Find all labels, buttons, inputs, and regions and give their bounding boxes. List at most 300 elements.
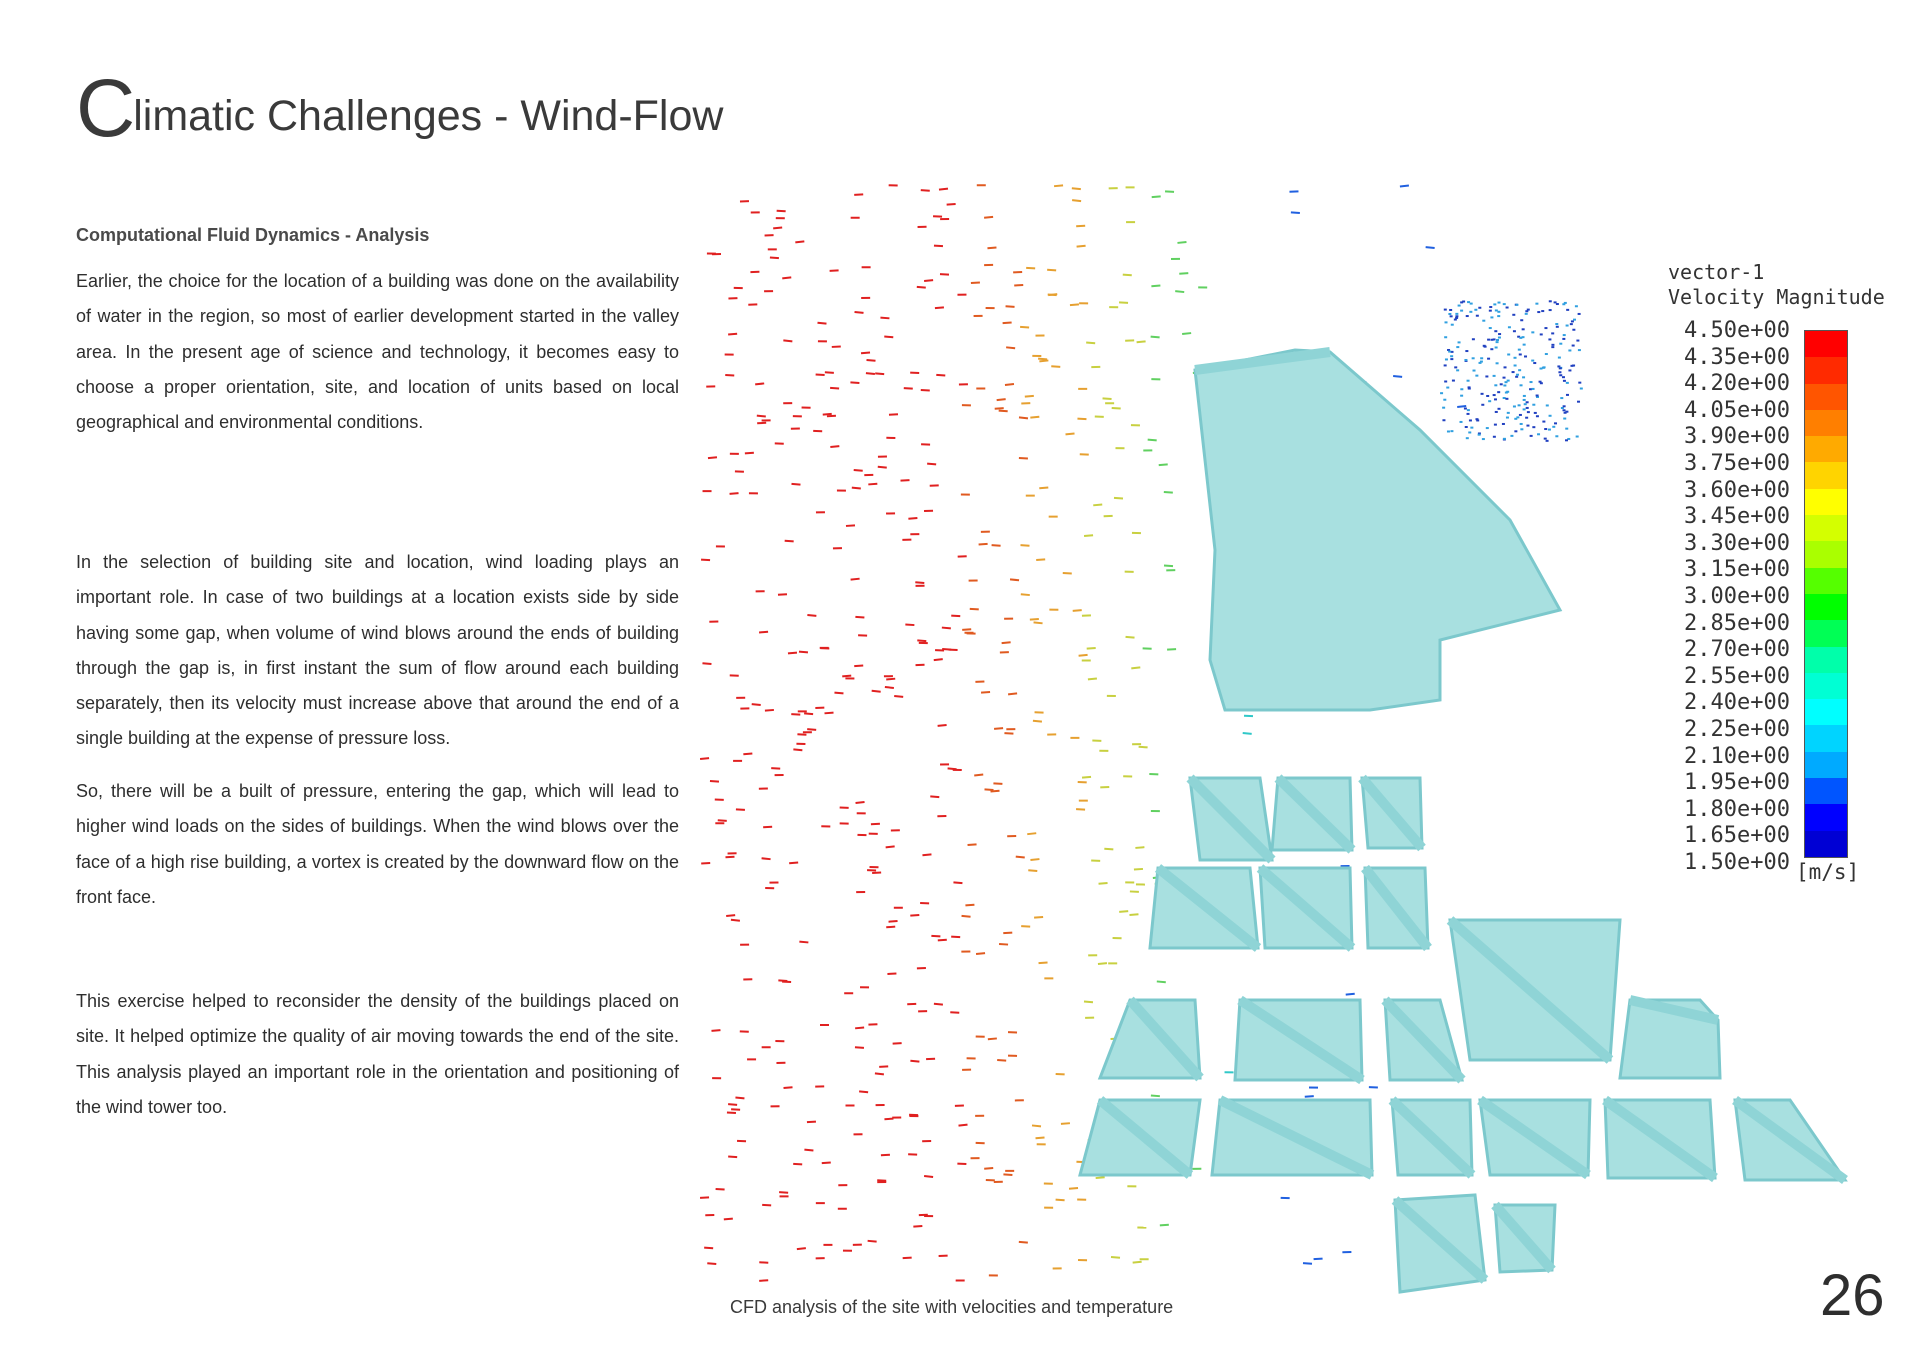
- velocity-vector: [777, 211, 786, 212]
- velocity-vector: [707, 1263, 716, 1264]
- velocity-vector: [793, 1164, 802, 1165]
- velocity-vector: [854, 194, 863, 195]
- velocity-vector: [1021, 594, 1030, 595]
- velocity-vector: [1458, 341, 1461, 343]
- velocity-vector: [1565, 439, 1568, 441]
- velocity-vector: [886, 679, 895, 680]
- velocity-vector: [1482, 320, 1485, 322]
- velocity-vector: [1493, 436, 1496, 438]
- velocity-vector: [1070, 304, 1079, 305]
- legend-color-segment: [1805, 568, 1847, 594]
- velocity-vector: [1442, 407, 1445, 409]
- velocity-vector: [1487, 358, 1490, 360]
- velocity-vector: [1495, 309, 1498, 311]
- legend-value-label: 1.50e+00: [1684, 849, 1790, 875]
- velocity-vector: [1047, 270, 1056, 271]
- velocity-vector: [804, 1150, 813, 1151]
- legend-color-segment: [1805, 357, 1847, 383]
- velocity-vector: [1566, 309, 1569, 311]
- velocity-vector: [1443, 399, 1446, 401]
- velocity-vector: [854, 470, 863, 471]
- velocity-vector: [1495, 411, 1498, 413]
- velocity-vector: [1506, 417, 1509, 419]
- velocity-vector: [934, 659, 943, 660]
- velocity-vector: [1576, 340, 1579, 342]
- velocity-vector: [1048, 294, 1057, 295]
- legend-color-segment: [1805, 410, 1847, 436]
- velocity-vector: [884, 1119, 893, 1120]
- velocity-vector: [970, 609, 979, 610]
- velocity-vector: [1467, 409, 1470, 411]
- velocity-vector: [1513, 405, 1516, 407]
- velocity-vector: [1006, 306, 1015, 307]
- velocity-vector: [779, 1192, 788, 1193]
- velocity-vector: [917, 287, 926, 288]
- velocity-vector: [1004, 733, 1013, 734]
- velocity-vector: [875, 373, 884, 374]
- velocity-vector: [855, 617, 864, 618]
- velocity-vector: [745, 453, 754, 454]
- velocity-vector: [1525, 417, 1528, 419]
- velocity-vector: [1533, 362, 1536, 364]
- legend-value-label: 2.10e+00: [1684, 743, 1790, 769]
- velocity-vector: [1450, 315, 1453, 317]
- velocity-vector: [1523, 408, 1526, 410]
- velocity-vector: [962, 916, 971, 917]
- velocity-vector: [851, 579, 860, 580]
- velocity-vector: [1518, 404, 1521, 406]
- velocity-vector: [1510, 435, 1513, 437]
- velocity-vector: [1467, 380, 1470, 382]
- velocity-vector: [1551, 346, 1554, 348]
- legend-color-segment: [1805, 515, 1847, 541]
- velocity-vector: [724, 1219, 733, 1220]
- paragraph-2: In the selection of building site and location, wind loading plays an important role. In case of two buildings at a location exists side by side having some gap, when volume of wind blows around the ends of building through the gap is, in first instant the sum of flow around each building separately, then its velocity must increase above that around the end of a single building at the expense of pressure loss.: [76, 552, 679, 749]
- velocity-vector: [1572, 329, 1575, 331]
- velocity-vector: [855, 312, 864, 313]
- paragraph-3: So, there will be a built of pressure, entering the gap, which will lead to higher wind loads on the sides of buildings. When the wind blows over the face of a high rise building, a vortex is created by the downward flow on the front face.: [76, 781, 679, 907]
- velocity-vector: [1032, 1125, 1041, 1126]
- velocity-vector: [1573, 319, 1576, 321]
- legend-color-segment: [1805, 752, 1847, 778]
- velocity-vector: [1568, 369, 1571, 371]
- velocity-vector: [1543, 366, 1546, 368]
- building-block: [1195, 350, 1560, 710]
- velocity-vector: [1479, 362, 1482, 364]
- velocity-vector: [1549, 415, 1552, 417]
- velocity-vector: [910, 915, 919, 916]
- legend-value-label: 3.45e+00: [1684, 504, 1790, 530]
- velocity-vector: [1500, 383, 1503, 385]
- velocity-vector: [981, 692, 990, 693]
- velocity-vector: [1467, 301, 1470, 303]
- velocity-vector: [1466, 437, 1469, 439]
- legend-value-label: 2.25e+00: [1684, 716, 1790, 742]
- velocity-vector: [866, 373, 875, 374]
- velocity-vector: [1572, 345, 1575, 347]
- velocity-vector: [1562, 376, 1565, 378]
- velocity-vector: [1084, 535, 1093, 536]
- velocity-vector: [1177, 242, 1186, 243]
- velocity-vector: [701, 863, 710, 864]
- velocity-vector: [872, 691, 881, 692]
- velocity-vector: [884, 337, 893, 338]
- velocity-vector: [939, 189, 948, 190]
- velocity-vector: [1537, 311, 1540, 313]
- velocity-vector: [1544, 438, 1547, 440]
- velocity-vector: [708, 457, 717, 458]
- legend-value-label: 3.15e+00: [1684, 557, 1790, 583]
- velocity-vector: [743, 754, 752, 755]
- velocity-vector: [1530, 381, 1533, 383]
- legend-color-segment: [1805, 778, 1847, 804]
- velocity-vector: [953, 882, 962, 883]
- velocity-vector: [1446, 387, 1449, 389]
- velocity-vector: [1535, 303, 1538, 305]
- velocity-vector: [1523, 344, 1526, 346]
- velocity-vector: [1466, 315, 1469, 317]
- velocity-vector: [1514, 357, 1517, 359]
- velocity-vector: [726, 915, 735, 916]
- velocity-vector: [1444, 380, 1447, 382]
- velocity-vector: [922, 854, 931, 855]
- velocity-vector: [984, 1168, 993, 1169]
- velocity-vector: [1039, 963, 1048, 964]
- velocity-vector: [1476, 419, 1479, 421]
- velocity-vector: [762, 1205, 771, 1206]
- velocity-vector: [984, 217, 993, 218]
- velocity-vector: [711, 1030, 720, 1031]
- velocity-vector: [1536, 395, 1539, 397]
- velocity-vector: [1182, 333, 1191, 334]
- velocity-vector: [1467, 413, 1470, 415]
- velocity-vector: [728, 1156, 737, 1157]
- velocity-vector: [1484, 346, 1487, 348]
- velocity-vector: [1473, 370, 1476, 372]
- velocity-vector: [791, 484, 800, 485]
- velocity-vector: [1497, 315, 1500, 317]
- velocity-vector: [1494, 384, 1497, 386]
- velocity-vector: [1036, 559, 1045, 560]
- velocity-vector: [1546, 404, 1549, 406]
- velocity-vector: [854, 666, 863, 667]
- velocity-vector: [1444, 336, 1447, 338]
- velocity-vector: [1243, 733, 1252, 734]
- velocity-vector: [984, 789, 993, 790]
- velocity-vector: [968, 844, 977, 845]
- velocity-vector: [880, 318, 889, 319]
- velocity-vector: [1460, 421, 1463, 423]
- velocity-vector: [1551, 344, 1554, 346]
- velocity-vector: [938, 940, 947, 941]
- legend-color-segment: [1805, 331, 1847, 357]
- velocity-vector: [1034, 917, 1043, 918]
- velocity-vector: [1522, 376, 1525, 378]
- legend-value-label: 4.50e+00: [1684, 318, 1790, 343]
- velocity-vector: [1098, 963, 1107, 964]
- velocity-vector: [1346, 994, 1355, 995]
- legend-value-label: 1.95e+00: [1684, 770, 1790, 796]
- velocity-vector: [1054, 185, 1063, 186]
- velocity-vector: [1551, 332, 1554, 334]
- velocity-vector: [1555, 323, 1558, 325]
- velocity-vector: [795, 241, 804, 242]
- velocity-vector: [1486, 395, 1489, 397]
- velocity-vector: [1524, 403, 1527, 405]
- velocity-vector: [1559, 374, 1562, 376]
- velocity-vector: [894, 696, 903, 697]
- velocity-vector: [924, 1176, 933, 1177]
- paragraph-4: This exercise helped to reconsider the density of the buildings placed on site. It helped optimize the quality of air moving towards the end of the site. This analysis played an important role in the orientation and positioning of the wind tower too.: [76, 991, 679, 1117]
- velocity-vector: [1503, 385, 1506, 387]
- velocity-vector: [1472, 338, 1475, 340]
- legend-value-list: [1684, 318, 1804, 876]
- velocity-vector: [974, 775, 983, 776]
- legend-value-label: 2.70e+00: [1684, 637, 1790, 663]
- velocity-vector: [1139, 747, 1148, 748]
- velocity-vector: [1291, 212, 1300, 213]
- legend-color-segment: [1805, 489, 1847, 515]
- velocity-vector: [1005, 384, 1014, 385]
- velocity-vector: [1073, 610, 1082, 611]
- velocity-vector: [1157, 981, 1166, 982]
- velocity-vector: [850, 382, 859, 383]
- velocity-vector: [1008, 693, 1017, 694]
- velocity-vector: [1111, 1257, 1120, 1258]
- velocity-vector: [1545, 353, 1548, 355]
- velocity-vector: [1449, 309, 1452, 311]
- velocity-vector: [1560, 397, 1563, 399]
- velocity-vector: [1508, 326, 1511, 328]
- velocity-vector: [1084, 1002, 1093, 1003]
- velocity-vector: [1506, 391, 1509, 393]
- velocity-vector: [1562, 303, 1565, 305]
- velocity-vector: [1493, 375, 1496, 377]
- velocity-vector: [855, 1047, 864, 1048]
- legend-name: vector-1: [1668, 260, 1765, 284]
- velocity-vector: [773, 228, 782, 229]
- velocity-vector: [938, 725, 947, 726]
- velocity-vector: [759, 632, 768, 633]
- velocity-vector: [783, 340, 792, 341]
- velocity-vector: [825, 713, 834, 714]
- velocity-vector: [878, 467, 887, 468]
- velocity-vector: [1498, 302, 1501, 304]
- velocity-vector: [1555, 435, 1558, 437]
- velocity-vector: [1526, 401, 1529, 403]
- velocity-vector: [1493, 338, 1496, 340]
- velocity-vector: [1575, 305, 1578, 307]
- velocity-vector: [935, 307, 944, 308]
- velocity-vector: [1452, 380, 1455, 382]
- velocity-vector: [1559, 343, 1562, 345]
- velocity-vector: [1450, 355, 1453, 357]
- velocity-vector: [842, 676, 851, 677]
- velocity-vector: [1532, 404, 1535, 406]
- velocity-vector: [1010, 579, 1019, 580]
- velocity-vector: [893, 1043, 902, 1044]
- velocity-vector: [1480, 357, 1483, 359]
- velocity-vector: [1114, 498, 1123, 499]
- velocity-vector: [1447, 430, 1450, 432]
- velocity-vector: [1082, 777, 1091, 778]
- velocity-vector: [728, 1104, 737, 1105]
- legend-color-segment: [1805, 384, 1847, 410]
- legend-color-segment: [1805, 541, 1847, 567]
- velocity-vector: [1131, 667, 1140, 668]
- velocity-vector: [976, 953, 985, 954]
- velocity-vector: [731, 1109, 740, 1110]
- velocity-vector: [1469, 419, 1472, 421]
- velocity-vector: [901, 480, 910, 481]
- velocity-vector: [885, 687, 894, 688]
- velocity-vector: [924, 280, 933, 281]
- velocity-vector: [1020, 327, 1029, 328]
- velocity-vector: [1496, 341, 1499, 343]
- title-text: limatic Challenges - Wind-Flow: [133, 92, 724, 140]
- velocity-vector: [856, 802, 865, 803]
- velocity-vector: [987, 248, 996, 249]
- velocity-vector: [1474, 309, 1477, 311]
- velocity-vector: [807, 729, 816, 730]
- velocity-vector: [728, 334, 737, 335]
- velocity-vector: [1507, 412, 1510, 414]
- velocity-vector: [1151, 1095, 1160, 1096]
- velocity-vector: [855, 1027, 864, 1028]
- velocity-vector: [1519, 414, 1522, 416]
- velocity-vector: [1028, 870, 1037, 871]
- velocity-vector: [1544, 327, 1547, 329]
- velocity-vector: [1051, 366, 1060, 367]
- velocity-vector: [834, 693, 843, 694]
- velocity-vector: [1519, 353, 1522, 355]
- velocity-vector: [799, 942, 808, 943]
- velocity-vector: [1103, 398, 1112, 399]
- velocity-vector: [997, 399, 1006, 400]
- velocity-vector: [1160, 1225, 1169, 1226]
- legend-color-segment: [1805, 647, 1847, 673]
- velocity-vector: [1552, 426, 1555, 428]
- velocity-vector: [757, 416, 766, 417]
- velocity-vector: [1475, 375, 1478, 377]
- velocity-vector: [1563, 334, 1566, 336]
- velocity-vector: [1465, 350, 1468, 352]
- velocity-vector: [1493, 303, 1496, 305]
- velocity-vector: [1498, 333, 1501, 335]
- velocity-vector: [1400, 185, 1409, 186]
- velocity-vector: [1544, 428, 1547, 430]
- velocity-vector: [789, 863, 798, 864]
- velocity-vector: [1151, 337, 1160, 338]
- velocity-vector: [1482, 438, 1485, 440]
- velocity-vector: [1033, 721, 1042, 722]
- velocity-vector: [1523, 399, 1526, 401]
- velocity-vector: [1512, 371, 1515, 373]
- legend-unit: [m/s]: [1796, 860, 1860, 884]
- velocity-vector: [1488, 400, 1491, 402]
- velocity-vector: [1086, 343, 1095, 344]
- velocity-vector: [762, 858, 771, 859]
- velocity-vector: [1485, 375, 1488, 377]
- velocity-vector: [908, 518, 917, 519]
- velocity-vector: [1472, 357, 1475, 359]
- velocity-vector: [1527, 411, 1530, 413]
- legend-value-label: 2.55e+00: [1684, 663, 1790, 689]
- velocity-vector: [1066, 434, 1075, 435]
- velocity-vector: [1513, 330, 1516, 332]
- velocity-vector: [1580, 388, 1583, 390]
- velocity-vector: [1159, 464, 1168, 465]
- velocity-vector: [1576, 436, 1579, 438]
- velocity-vector: [1039, 360, 1048, 361]
- velocity-vector: [1061, 1123, 1070, 1124]
- velocity-vector: [1478, 307, 1481, 309]
- velocity-vector: [1164, 566, 1173, 567]
- velocity-vector: [1571, 320, 1574, 322]
- velocity-vector: [784, 1087, 793, 1088]
- velocity-vector: [1540, 333, 1543, 335]
- velocity-vector: [1556, 303, 1559, 305]
- velocity-vector: [1503, 303, 1506, 305]
- legend-value-label: 3.30e+00: [1684, 530, 1790, 556]
- paragraph-1: Earlier, the choice for the location of a building was done on the availability of water in the region, so most of earlier development started in the valley area. In the present age of science and technology, it becomes easy to choose a proper orientation, site, and location of units based on local geographical and environmental conditions.: [76, 271, 679, 433]
- velocity-vector: [1570, 323, 1573, 325]
- velocity-vector: [1039, 488, 1048, 489]
- velocity-vector: [736, 809, 745, 810]
- figure-caption: CFD analysis of the site with velocities and temperature: [730, 1297, 1174, 1317]
- velocity-vector: [867, 360, 876, 361]
- velocity-vector: [702, 663, 711, 664]
- velocity-vector: [725, 375, 734, 376]
- velocity-vector: [1507, 353, 1510, 355]
- velocity-vector: [785, 541, 794, 542]
- velocity-vector: [886, 927, 895, 928]
- velocity-vector: [1030, 417, 1039, 418]
- velocity-vector: [1014, 285, 1023, 286]
- velocity-vector: [1077, 246, 1086, 247]
- velocity-vector: [1572, 365, 1575, 367]
- velocity-vector: [921, 190, 930, 191]
- velocity-vector: [1503, 438, 1506, 440]
- velocity-vector: [1554, 422, 1557, 424]
- velocity-vector: [886, 846, 895, 847]
- velocity-vector: [1505, 398, 1508, 400]
- velocity-vector: [1514, 364, 1517, 366]
- velocity-vector: [1314, 1259, 1323, 1260]
- velocity-vector: [1088, 678, 1097, 679]
- velocity-vector: [881, 1155, 890, 1156]
- legend-value-label: 3.90e+00: [1684, 424, 1790, 450]
- velocity-vector: [1119, 302, 1128, 303]
- velocity-vector: [1559, 367, 1562, 369]
- velocity-vector: [735, 1097, 744, 1098]
- velocity-vector: [1079, 655, 1088, 656]
- velocity-vector: [1563, 380, 1566, 382]
- page-title: [76, 62, 723, 156]
- velocity-vector: [995, 408, 1004, 409]
- velocity-vector: [1104, 849, 1113, 850]
- velocity-vector: [997, 1060, 1006, 1061]
- velocity-vector: [1487, 339, 1490, 341]
- velocity-vector: [868, 1241, 877, 1242]
- velocity-vector: [1134, 869, 1143, 870]
- velocity-vector: [950, 1012, 959, 1013]
- velocity-vector: [1532, 426, 1535, 428]
- velocity-vector: [999, 411, 1008, 412]
- velocity-vector: [1119, 911, 1128, 912]
- velocity-vector: [1566, 382, 1569, 384]
- velocity-vector: [1481, 404, 1484, 406]
